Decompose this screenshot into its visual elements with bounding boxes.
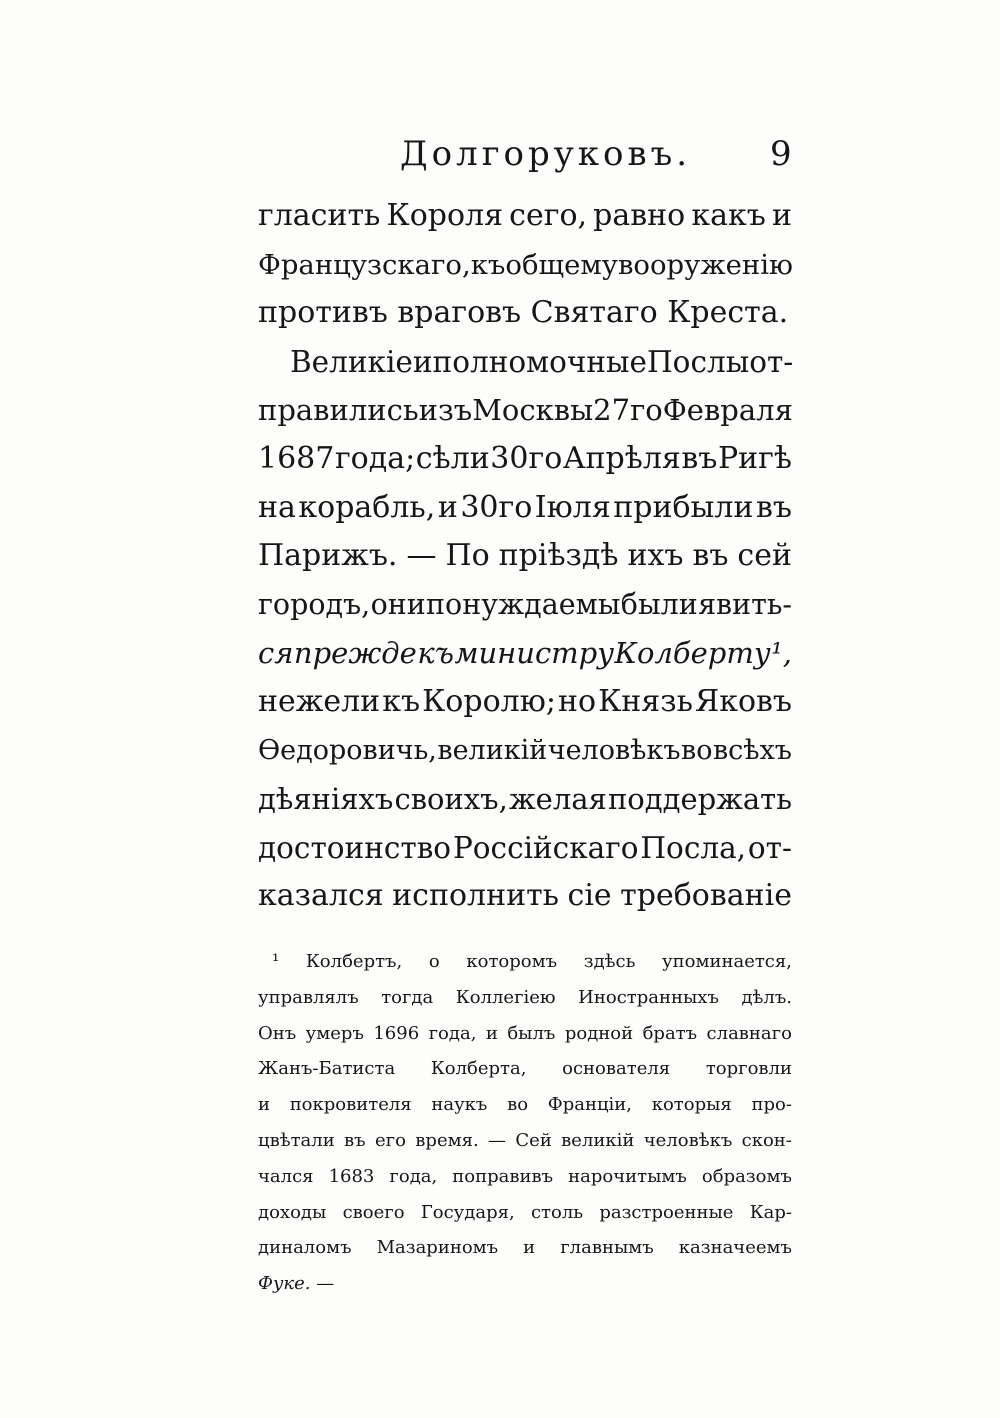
- text-line: городъ, они понуждаемы были явить-: [258, 587, 792, 621]
- main-text: [258, 192, 792, 921]
- text-line: на корабль, и 30го Іюля прибыли въ: [258, 489, 792, 525]
- text-line: дѣяніяхъ своихъ, желая поддержать: [258, 782, 792, 817]
- running-title: Долгоруковъ.: [400, 134, 692, 174]
- text-line: гласить Короля сего, равно какъ и: [258, 198, 792, 233]
- text-line: казался исполнить сіе требованіе: [258, 878, 792, 914]
- text-line: 1687 года; сѣли 30го Апрѣля въ Ригѣ: [258, 440, 792, 476]
- footnote-line: управлялъ тогда Коллегіею Иностранныхъ дѣлъ.: [258, 986, 792, 1008]
- footnote-line: диналомъ Мазариномъ и главнымъ казначеемъ: [258, 1237, 792, 1259]
- text-line: нежели къ Королю; но Князь Яковъ: [258, 683, 792, 719]
- footnote-line: чался 1683 года, поправивъ нарочитымъ образомъ: [258, 1165, 792, 1187]
- text-line: правились изъ Москвы 27го Февраля: [258, 393, 793, 428]
- text-line: Великіе и полномочные Послы от-: [290, 344, 794, 379]
- footnote-line: Фуке. —: [258, 1273, 335, 1295]
- text-line: Ѳедоровичь, великій человѣкъ во всѣхъ: [258, 734, 792, 766]
- footnote-line: и покровителя наукъ во Франціи, которыя про-: [258, 1094, 792, 1116]
- footnote-line: Жанъ-Батиста Колберта, основателя торговли: [258, 1058, 792, 1080]
- text-line: Французскаго, къ общему вооруженію: [258, 248, 793, 281]
- text-line: достоинство Россійскаго Посла, от-: [258, 830, 792, 865]
- footnote: [258, 944, 792, 1302]
- text-line: Парижъ. — По пріѣздѣ ихъ въ сей: [258, 538, 792, 574]
- footnote-line: цвѣтали въ его время. — Сей великій человѣкъ скон-: [258, 1129, 792, 1151]
- text-line: ся прежде къ министру Колберту ¹,: [258, 636, 792, 671]
- footnote-line: ¹ Колбертъ, о которомъ здѣсь упоминается,: [272, 951, 792, 972]
- footnote-line: Онъ умеръ 1696 года, и былъ родной братъ славнаго: [258, 1022, 792, 1044]
- page-number: 9: [770, 134, 792, 174]
- text-line: противъ враговъ Святаго Креста.: [258, 295, 789, 331]
- footnote-line: доходы своего Государя, столь разстроенные Кар-: [258, 1201, 792, 1223]
